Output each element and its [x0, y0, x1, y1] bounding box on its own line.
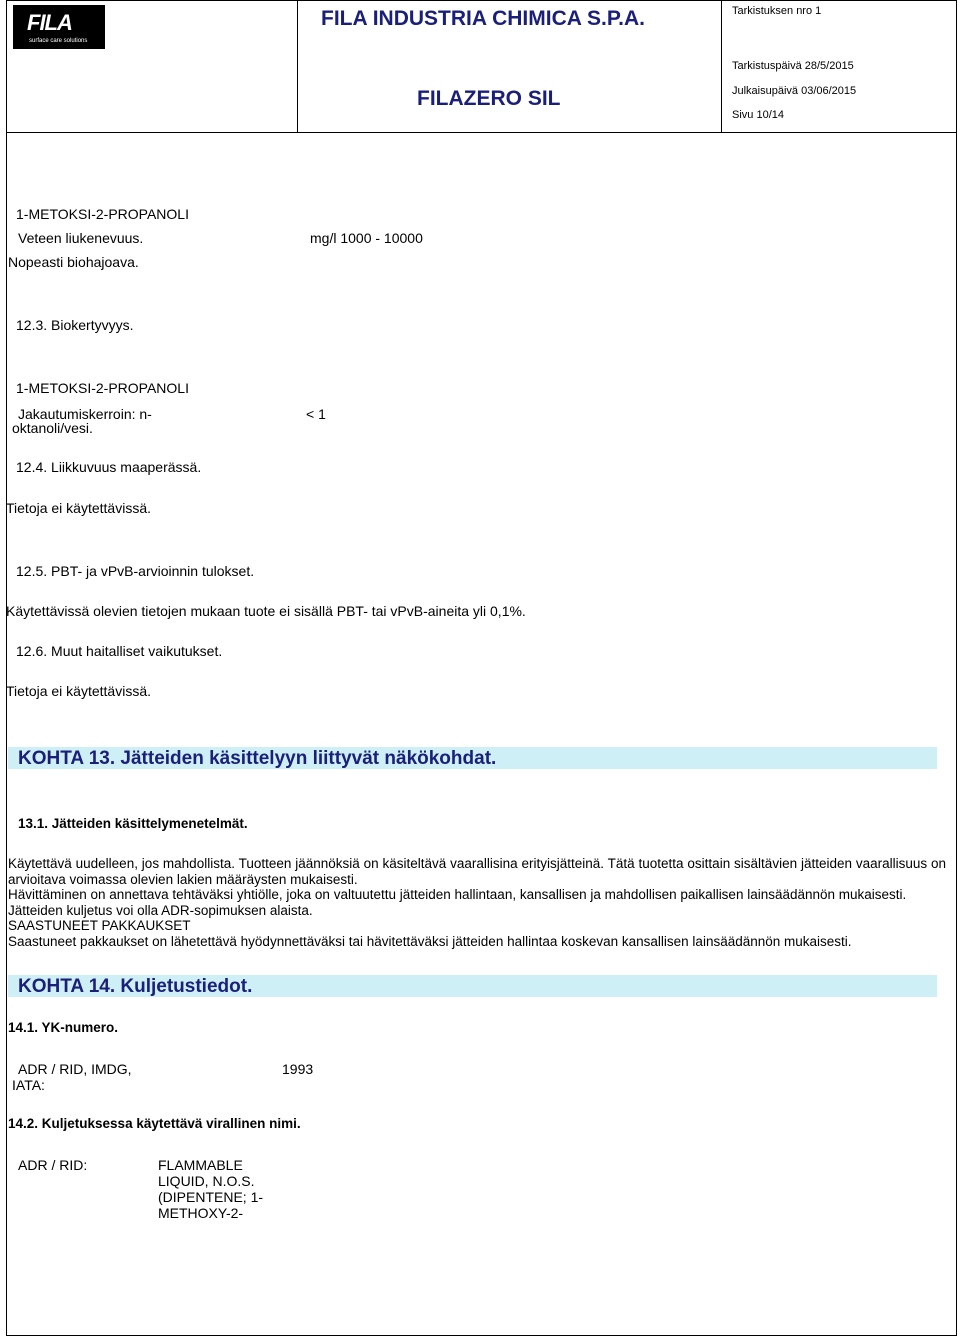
un-number-label: ADR / RID, IMDG,	[18, 1061, 132, 1077]
un-number-label-cont: IATA:	[12, 1077, 45, 1093]
shipping-name-line-2: LIQUID, N.O.S.	[158, 1173, 255, 1189]
shipping-name-label: ADR / RID:	[18, 1157, 88, 1173]
property-value: mg/l 1000 - 10000	[310, 230, 423, 246]
waste-paragraph-1: Käytettävä uudelleen, jos mahdollista. Tuotteen jäännöksiä on käsiteltävä vaarallisina erityisjätteinä. Tätä tuotetta osittain sisältävien jätteiden vaarallisuus on arvioitava voimassa olevien lakien määräysten mukaisesti.	[8, 856, 946, 887]
shipping-name-line-1: FLAMMABLE	[158, 1157, 243, 1173]
shipping-name-line-4: METHOXY-2-	[158, 1205, 244, 1221]
section-13-title-bar	[8, 747, 937, 769]
property-label: Jakautumiskerroin: n-	[18, 406, 152, 422]
section-12-6-text: Tietoja ei käytettävissä.	[6, 683, 151, 699]
page-frame	[6, 0, 957, 1336]
property-label-cont: oktanoli/vesi.	[12, 420, 93, 436]
section-12-5-text: Käytettävissä olevien tietojen mukaan tuote ei sisällä PBT- tai vPvB-aineita yli 0,1%.	[6, 603, 526, 619]
company-name: FILA INDUSTRIA CHIMICA S.P.A.	[321, 7, 645, 30]
property-value: < 1	[306, 406, 326, 422]
section-12-4-text: Tietoja ei käytettävissä.	[6, 500, 151, 516]
logo-cell	[7, 1, 298, 132]
substance-name: 1-METOKSI-2-PROPANOLI	[16, 206, 189, 222]
revision-number: Tarkistuksen nro 1	[732, 5, 822, 17]
product-name: FILAZERO SIL	[417, 87, 561, 110]
waste-paragraph-5: Saastuneet pakkaukset on lähetettävä hyödynnettäväksi tai hävitettäväksi jätteiden hallintaa koskevan kansallisen lainsäädännön mukaisesti.	[8, 933, 852, 949]
waste-paragraph-2: Hävittäminen on annettava tehtäväksi yhtiölle, joka on valtuutettu jätteiden hallintaan, kansallisen ja mahdollisen paikallisen lainsäädännön mukaisesti.	[8, 887, 907, 902]
revision-info	[721, 1, 958, 132]
logo-mark: FILA	[27, 10, 72, 35]
un-number-value: 1993	[282, 1061, 314, 1077]
section-12-6-heading: 12.6. Muut haitalliset vaikutukset.	[16, 643, 223, 659]
section-13-body	[8, 856, 946, 949]
property-label: Veteen liukenevuus.	[18, 230, 144, 246]
revision-date: Tarkistuspäivä 28/5/2015	[732, 60, 854, 72]
logo-tagline: surface care solutions	[29, 38, 88, 44]
section-14-title: KOHTA 14. Kuljetustiedot.	[18, 976, 253, 997]
page-number: Sivu 10/14	[732, 109, 784, 121]
company-logo	[13, 5, 105, 49]
section-13-title: KOHTA 13. Jätteiden käsittelyyn liittyvät näkökohdat.	[18, 748, 497, 769]
section-12-4-heading: 12.4. Liikkuvuus maaperässä.	[16, 459, 202, 475]
biodegradability-note: Nopeasti biohajoava.	[8, 254, 139, 270]
section-13-1-heading: 13.1. Jätteiden käsittelymenetelmät.	[18, 816, 248, 831]
waste-paragraph-4: SAASTUNEET PAKKAUKSET	[8, 918, 191, 933]
waste-paragraph-3: Jätteiden kuljetus voi olla ADR-sopimuksen alaista.	[8, 902, 313, 918]
section-14-title-bar	[8, 975, 937, 997]
section-14-2-heading: 14.2. Kuljetuksessa käytettävä virallinen nimi.	[8, 1116, 301, 1131]
section-14-1-heading: 14.1. YK-numero.	[8, 1020, 119, 1035]
publish-date: Julkaisupäivä 03/06/2015	[732, 85, 857, 97]
substance-name: 1-METOKSI-2-PROPANOLI	[16, 380, 189, 396]
section-12-3-heading: 12.3. Biokertyvyys.	[16, 317, 134, 333]
section-12-5-heading: 12.5. PBT- ja vPvB-arvioinnin tulokset.	[16, 563, 255, 579]
shipping-name-line-3: (DIPENTENE; 1-	[158, 1189, 264, 1205]
document-header	[6, 0, 957, 133]
